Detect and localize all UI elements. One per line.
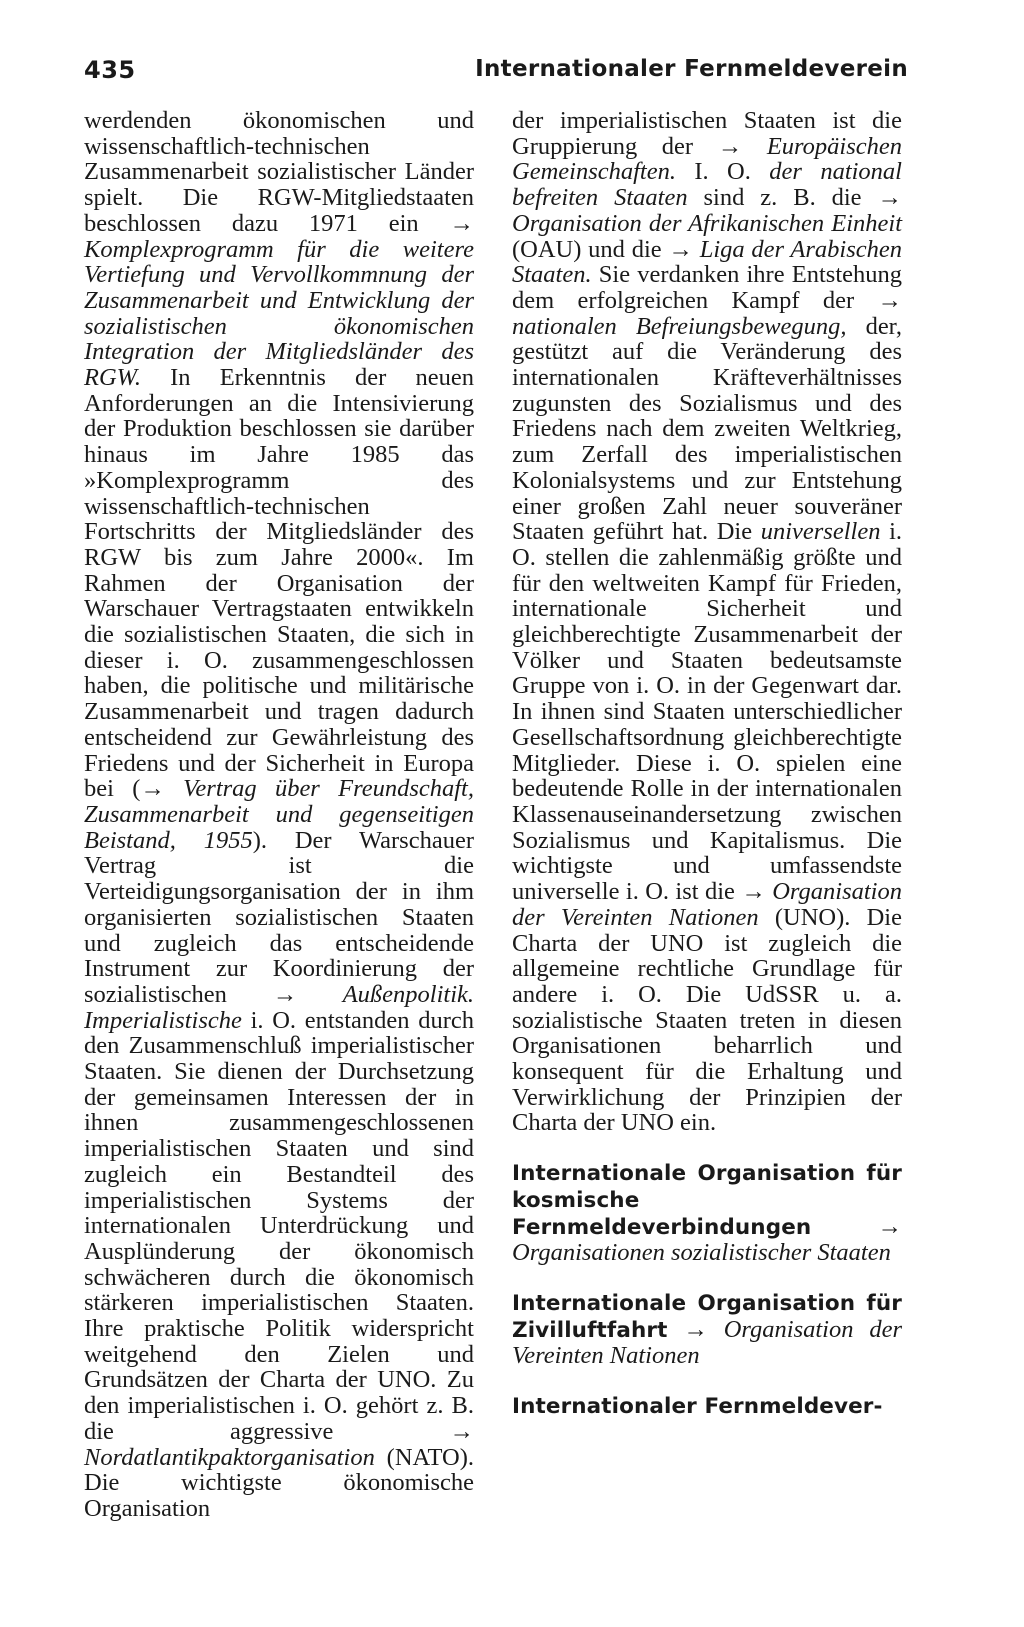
cross-reference: → Europäischen Gemeinschaften. bbox=[512, 132, 902, 186]
text-run: In Erkenntnis der neuen Anforderungen an die Intensivierung der Produktion beschlossen sie darüber hinaus im Jahre 1985 das »Komplexprogramm des wissenschaftlich-technischen Fortschritts der Mitgliedsländer des RGW bis zum Jahre 2000«. Im Rahmen der Organisation der Warschauer Vertragstaaten entwikkeln die sozialistischen Staaten, die sich in dieser i. O. zusammengeschlossen haben, die politische und militärische Zusammenarbeit und tragen dadurch entscheidend zur Gewährleistung des Friedens und der Sicherheit in Europa bei ( bbox=[84, 364, 474, 803]
text-run: (UNO). Die Charta der UNO ist zugleich die allgemeine rechtliche Grundlage für andere i. O. Die UdSSR u. a. sozialistische Staaten treten in diesen Organisationen beharrlich und konsequent für die Erhaltung und Verwirklichung der Prinzipien der Charta der UNO ein. bbox=[512, 903, 902, 1137]
emphasis: universellen bbox=[760, 518, 881, 546]
page-number: 435 bbox=[84, 56, 136, 84]
right-column-text bbox=[512, 108, 902, 1136]
text-run: I. O. bbox=[675, 158, 770, 186]
text-run: (NATO). Die wichtigste ökonomische Organisation bbox=[84, 1443, 474, 1522]
dictionary-entry bbox=[512, 1160, 902, 1266]
text-run: i. O. entstanden durch den Zusammenschluß imperialistischer Staaten. Sie dienen der Durchsetzung der gemeinsamen Interessen der in ihnen zusammengeschlossenen imperialistischen Staaten und sind zugleich ein Bestandteil des imperialistischen Systems der internationalen Unterdrückung und Ausplünderung der ökonomisch schwächeren durch die ökonomisch stärkeren imperialistischen Staaten. Ihre praktische Politik widerspricht weitgehend den Zielen und Grundsätzen der Charta der UNO. Zu den imperialistischen i. O. gehört z. B. die aggressive bbox=[84, 1006, 474, 1445]
cross-reference: → Organisation der Vereinten Nationen bbox=[512, 1315, 902, 1370]
cross-reference: → nationalen Befreiungsbewegung, bbox=[512, 286, 902, 340]
text-run: ). Der Warschauer Vertrag ist die Verteidigungsorganisation der in ihm organisierten sozialistischen Staaten und zugleich das entscheidende Instrument zur Koordinierung der sozialistischen bbox=[84, 826, 474, 1008]
cross-reference: → Vertrag über Freundschaft, Zusammenarbeit und gegenseitigen Beistand, 1955 bbox=[84, 775, 474, 854]
cross-reference: → Komplexprogramm für die weitere Vertiefung und Vervollkommnung der Zusammenarbeit und Entwicklung der sozialistischen ökonomischen Integration der Mitgliedsländer des RGW. bbox=[84, 209, 474, 392]
cross-reference: → Organisationen sozialistischer Staaten bbox=[512, 1212, 902, 1267]
left-column bbox=[84, 108, 474, 1522]
entry-heading: Internationale Organisation für Zivilluftfahrt bbox=[512, 1290, 902, 1343]
left-column-text bbox=[84, 108, 474, 1522]
text-run: der, gestützt auf die Veränderung des internationalen Kräfteverhältnisses zugunsten des Sozialismus und des Friedens nach dem zweiten Weltkrieg, zum Zerfall des imperialistischen Kolonialsystems und zur Entstehung einer großen Zahl neuer souveräner Staaten geführt hat. Die bbox=[512, 312, 902, 546]
right-column bbox=[512, 108, 902, 1420]
dictionary-entry bbox=[512, 1393, 902, 1420]
running-head: Internationaler Fernmeldeverein bbox=[475, 56, 908, 82]
cross-reference: → Organisation der Vereinten Nationen bbox=[512, 878, 902, 931]
entry-heading: Internationaler Fernmeldever- bbox=[512, 1394, 883, 1420]
text-run: der imperialistischen Staaten ist die Gruppierung der bbox=[512, 107, 902, 160]
cross-reference: → Außenpolitik. Imperialistische bbox=[84, 980, 475, 1034]
emphasis: der national befreiten Staaten bbox=[512, 158, 902, 212]
text-run: Sie verdanken ihre Entstehung dem erfolgreichen Kampf der bbox=[512, 261, 902, 314]
cross-reference: → Liga der Arabischen Staaten. bbox=[512, 235, 902, 289]
cross-reference: → Organisation der Afrikanischen Einheit bbox=[512, 184, 902, 237]
text-run: i. O. stellen die zahlenmäßig größte und für den weltweiten Kampf für Frieden, internationale Sicherheit und gleichberechtigte Zusammenarbeit der Völker und Staaten bedeutsamste Gruppe von i. O. in der Gegenwart dar. In ihnen sind Staaten unterschiedlicher Gesellschaftsordnung gleichberechtigte Mitglieder. Diese i. O. spielen eine bedeutende Rolle in der internationalen Klassenauseinandersetzung zwischen Sozialismus und Kapitalismus. Die wichtigste und umfassendste universelle i. O. ist die bbox=[512, 518, 903, 906]
cross-reference: → Nordatlantikpaktorganisation bbox=[84, 1417, 474, 1471]
text-run: (OAU) und die bbox=[512, 235, 669, 263]
text-run: sind z. B. die bbox=[687, 184, 878, 212]
entry-heading: Internationale Organisation für kosmische Fernmeldeverbindungen bbox=[512, 1161, 902, 1240]
dictionary-entry bbox=[512, 1290, 902, 1369]
text-run: werdenden ökonomischen und wissenschaftlich-technischen Zusammenarbeit sozialistischer Länder spielt. Die RGW-Mitgliedstaaten beschlossen dazu 1971 ein bbox=[84, 107, 474, 237]
